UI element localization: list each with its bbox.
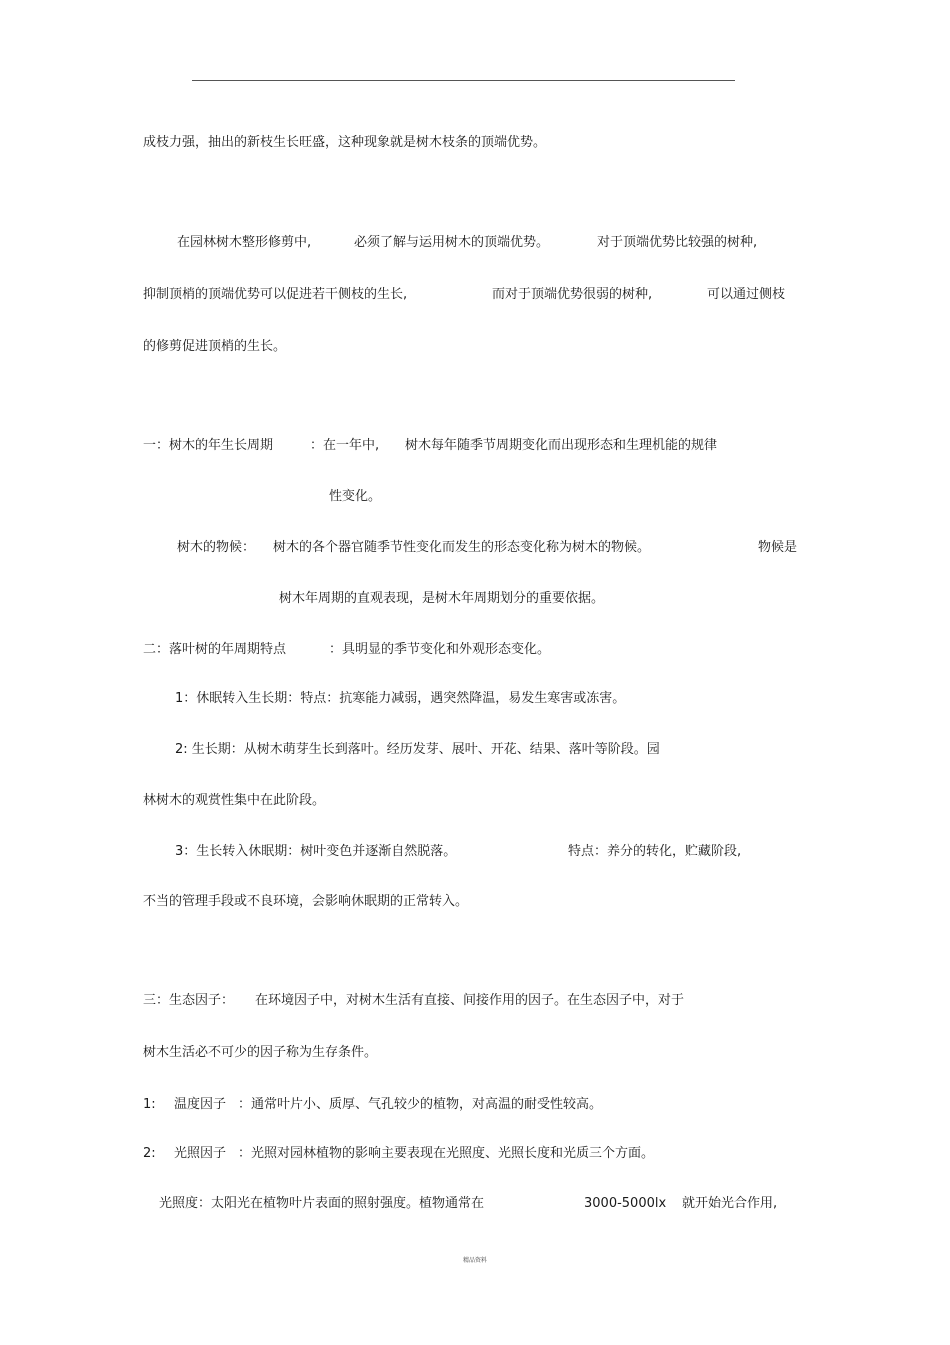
text-line: ：在一年中,	[310, 438, 380, 453]
text-line: 3000-5000lx	[584, 1196, 667, 1211]
text-line: ：光照对园林植物的影响主要表现在光照度、光照长度和光质三个方面。	[238, 1146, 655, 1161]
text-line: 不当的管理手段或不良环境，会影响休眠期的正常转入。	[143, 894, 469, 909]
text-line: 抑制顶梢的顶端优势可以促进若干侧枝的生长,	[143, 287, 408, 302]
text-line: 必须了解与运用树木的顶端优势。	[354, 235, 550, 250]
text-line: 2: 生长期：从树木萌芽生长到落叶。经历发芽、展叶、开花、结果、落叶等阶段。园	[175, 742, 660, 757]
text-line: 1：休眠转入生长期：特点：抗寒能力减弱，遇突然降温，易发生寒害或冻害。	[175, 691, 626, 706]
text-line: 3：生长转入休眠期：树叶变色并逐渐自然脱落。	[175, 844, 457, 859]
text-line: 树木年周期的直观表现，是树木年周期划分的重要依据。	[279, 591, 605, 606]
text-line: 而对于顶端优势很弱的树种,	[492, 287, 653, 302]
text-line: 树木的各个器官随季节性变化而发生的形态变化称为树木的物候。	[273, 540, 651, 555]
section-heading: 二：落叶树的年周期特点	[143, 642, 287, 657]
text-line: 树木的物候：	[177, 540, 256, 555]
text-line: ：具明显的季节变化和外观形态变化。	[329, 642, 551, 657]
text-line: ：通常叶片小、质厚、气孔较少的植物，对高温的耐受性较高。	[238, 1097, 603, 1112]
page-footer: 精品资料	[462, 1257, 487, 1264]
text-line: 温度因子	[174, 1097, 227, 1112]
text-line: 在园林树木整形修剪中,	[177, 235, 312, 250]
text-line: 可以通过侧枝	[707, 287, 786, 302]
text-line: 树木生活必不可少的因子称为生存条件。	[143, 1045, 378, 1060]
text-line: 林树木的观赏性集中在此阶段。	[143, 793, 326, 808]
text-line: 光照度：太阳光在植物叶片表面的照射强度。植物通常在	[159, 1196, 485, 1211]
section-heading: 三：生态因子：	[143, 993, 235, 1008]
text-line: 光照因子	[174, 1146, 227, 1161]
text-line: 的修剪促进顶梢的生长。	[143, 339, 287, 354]
text-line: 对于顶端优势比较强的树种,	[597, 235, 758, 250]
section-heading: 一：树木的年生长周期	[143, 438, 274, 453]
list-number: 1:	[143, 1097, 156, 1112]
text-line: 树木每年随季节周期变化而出现形态和生理机能的规律	[405, 438, 718, 453]
text-line: 物候是	[758, 540, 798, 555]
text-line: 成枝力强，抽出的新枝生长旺盛，这种现象就是树木枝条的顶端优势。	[143, 135, 547, 150]
list-number: 2:	[143, 1146, 156, 1161]
text-line: 就开始光合作用,	[682, 1196, 778, 1211]
text-line: 特点：养分的转化，贮藏阶段,	[568, 844, 742, 859]
header-rule	[192, 80, 735, 81]
text-line: 性变化。	[329, 489, 382, 504]
text-line: 在环境因子中，对树木生活有直接、间接作用的因子。在生态因子中，对于	[255, 993, 685, 1008]
